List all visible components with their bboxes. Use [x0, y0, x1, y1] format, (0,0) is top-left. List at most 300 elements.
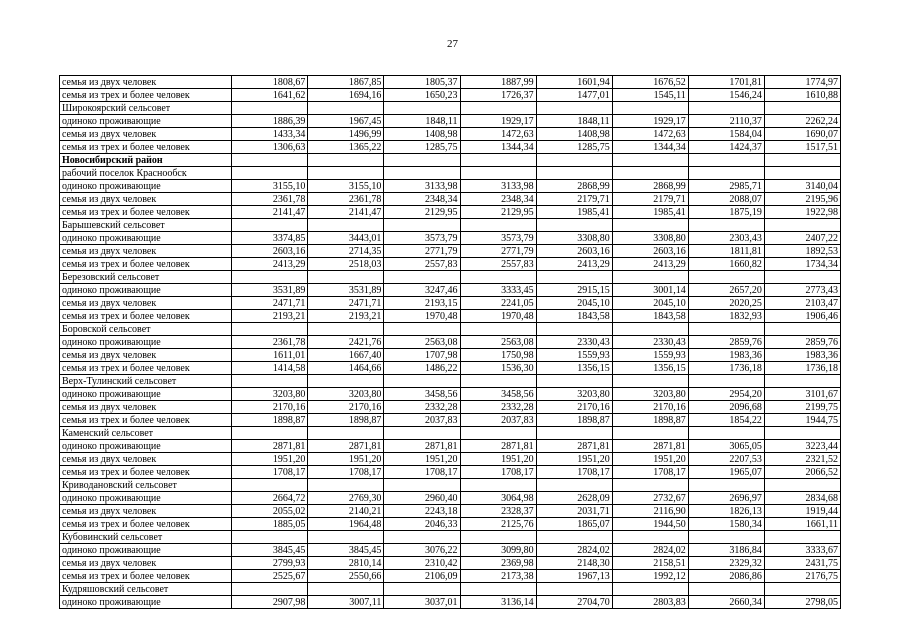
table-cell — [612, 531, 688, 544]
row-label: Новосибирский район — [60, 154, 232, 167]
row-label: Кудряшовский сельсовет — [60, 583, 232, 596]
table-row — [60, 583, 841, 596]
table-cell — [308, 323, 384, 336]
table-cell: 2110,37 — [688, 115, 764, 128]
table-cell: 2628,09 — [536, 492, 612, 505]
table-cell: 1708,17 — [308, 466, 384, 479]
table-cell: 1983,36 — [688, 349, 764, 362]
table-cell: 2348,34 — [384, 193, 460, 206]
table-cell — [384, 531, 460, 544]
table-cell: 2771,79 — [460, 245, 536, 258]
table-cell: 2704,70 — [536, 596, 612, 609]
table-cell: 2179,71 — [612, 193, 688, 206]
table-cell: 2810,14 — [308, 557, 384, 570]
table-cell: 3101,67 — [764, 388, 840, 401]
table-cell: 1967,45 — [308, 115, 384, 128]
table-cell: 3203,80 — [308, 388, 384, 401]
table-cell — [308, 271, 384, 284]
table-cell: 2868,99 — [612, 180, 688, 193]
table-cell: 1472,63 — [612, 128, 688, 141]
table-cell: 2170,16 — [612, 401, 688, 414]
table-cell: 2173,38 — [460, 570, 536, 583]
table-cell: 1464,66 — [308, 362, 384, 375]
table-cell: 1951,20 — [460, 453, 536, 466]
table-cell: 3203,80 — [536, 388, 612, 401]
table-cell: 2603,16 — [536, 245, 612, 258]
table-cell — [536, 102, 612, 115]
table-cell — [460, 154, 536, 167]
table-cell: 2193,15 — [384, 297, 460, 310]
table-cell: 3333,45 — [460, 284, 536, 297]
table-cell — [460, 531, 536, 544]
table-cell: 1965,07 — [688, 466, 764, 479]
table-cell: 2525,67 — [232, 570, 308, 583]
table-cell — [460, 323, 536, 336]
table-cell: 1951,20 — [232, 453, 308, 466]
table-cell: 2871,81 — [536, 440, 612, 453]
row-label: семья из двух человек — [60, 193, 232, 206]
table-row — [60, 245, 841, 258]
row-label: семья из двух человек — [60, 297, 232, 310]
row-label: Боровской сельсовет — [60, 323, 232, 336]
table-row — [60, 479, 841, 492]
table-cell: 2563,08 — [384, 336, 460, 349]
table-row — [60, 180, 841, 193]
table-cell: 3203,80 — [612, 388, 688, 401]
table-cell — [764, 167, 840, 180]
table-cell: 1951,20 — [536, 453, 612, 466]
table-cell: 1848,11 — [384, 115, 460, 128]
table-cell: 1892,53 — [764, 245, 840, 258]
table-cell: 2660,34 — [688, 596, 764, 609]
table-cell: 1951,20 — [384, 453, 460, 466]
table-cell — [536, 531, 612, 544]
table-cell — [688, 167, 764, 180]
table-cell: 1546,24 — [688, 89, 764, 102]
table-cell — [308, 219, 384, 232]
row-label: семья из трех и более человек — [60, 258, 232, 271]
table-cell: 1832,93 — [688, 310, 764, 323]
table-cell: 1610,88 — [764, 89, 840, 102]
data-table — [59, 75, 841, 609]
table-cell — [232, 102, 308, 115]
table-cell: 1559,93 — [612, 349, 688, 362]
table-row — [60, 232, 841, 245]
table-cell: 2125,76 — [460, 518, 536, 531]
row-label: одиноко проживающие — [60, 388, 232, 401]
table-row — [60, 349, 841, 362]
table-cell: 1414,58 — [232, 362, 308, 375]
table-cell: 1929,17 — [460, 115, 536, 128]
row-label: семья из трех и более человек — [60, 466, 232, 479]
table-cell: 1970,48 — [384, 310, 460, 323]
table-cell — [384, 271, 460, 284]
table-cell — [764, 323, 840, 336]
table-cell — [764, 102, 840, 115]
table-cell: 1285,75 — [536, 141, 612, 154]
table-cell: 1708,17 — [460, 466, 536, 479]
table-cell: 1992,12 — [612, 570, 688, 583]
table-cell: 2868,99 — [536, 180, 612, 193]
table-cell: 1667,40 — [308, 349, 384, 362]
table-cell — [688, 271, 764, 284]
table-cell — [308, 102, 384, 115]
table-row — [60, 557, 841, 570]
table-cell — [460, 167, 536, 180]
table-cell: 3458,56 — [460, 388, 536, 401]
table-cell: 1983,36 — [764, 349, 840, 362]
table-cell: 2361,78 — [308, 193, 384, 206]
table-cell: 1708,17 — [536, 466, 612, 479]
table-cell — [688, 479, 764, 492]
table-cell: 3065,05 — [688, 440, 764, 453]
table-cell: 2141,47 — [232, 206, 308, 219]
table-row — [60, 518, 841, 531]
row-label: Верх-Тулинский сельсовет — [60, 375, 232, 388]
row-label: Кубовинский сельсовет — [60, 531, 232, 544]
row-label: Широкоярский сельсовет — [60, 102, 232, 115]
table-cell: 3374,85 — [232, 232, 308, 245]
table-cell: 2088,07 — [688, 193, 764, 206]
table-cell: 2262,24 — [764, 115, 840, 128]
row-label: семья из двух человек — [60, 505, 232, 518]
table-cell: 1867,85 — [308, 76, 384, 89]
table-cell — [612, 102, 688, 115]
table-row — [60, 76, 841, 89]
table-cell: 1580,34 — [688, 518, 764, 531]
table-cell — [232, 479, 308, 492]
table-cell: 3076,22 — [384, 544, 460, 557]
table-cell — [308, 531, 384, 544]
table-cell: 2769,30 — [308, 492, 384, 505]
table-cell — [308, 154, 384, 167]
table-cell: 1611,01 — [232, 349, 308, 362]
table-cell — [232, 427, 308, 440]
table-row — [60, 570, 841, 583]
table-cell: 3140,04 — [764, 180, 840, 193]
table-cell — [536, 271, 612, 284]
table-cell — [536, 375, 612, 388]
table-cell: 2170,16 — [232, 401, 308, 414]
table-cell: 2195,96 — [764, 193, 840, 206]
table-cell — [232, 271, 308, 284]
row-label: семья из двух человек — [60, 128, 232, 141]
table-cell: 2321,52 — [764, 453, 840, 466]
table-cell — [688, 219, 764, 232]
table-row — [60, 414, 841, 427]
table-cell: 2193,21 — [232, 310, 308, 323]
table-cell — [612, 271, 688, 284]
table-row — [60, 115, 841, 128]
table-row — [60, 362, 841, 375]
table-cell: 3531,89 — [232, 284, 308, 297]
table-cell: 2413,29 — [612, 258, 688, 271]
table-cell — [384, 583, 460, 596]
table-body — [60, 76, 841, 609]
row-label: семья из двух человек — [60, 401, 232, 414]
table-cell: 1848,11 — [536, 115, 612, 128]
table-cell: 2241,05 — [460, 297, 536, 310]
table-cell — [232, 583, 308, 596]
table-cell: 1356,15 — [536, 362, 612, 375]
row-label: семья из трех и более человек — [60, 310, 232, 323]
table-cell — [612, 479, 688, 492]
table-cell: 2824,02 — [536, 544, 612, 557]
table-cell: 1865,07 — [536, 518, 612, 531]
row-label: семья из двух человек — [60, 245, 232, 258]
table-cell — [460, 102, 536, 115]
table-cell — [536, 427, 612, 440]
table-cell — [460, 375, 536, 388]
table-cell: 1898,87 — [536, 414, 612, 427]
table-cell: 2158,51 — [612, 557, 688, 570]
table-cell: 2798,05 — [764, 596, 840, 609]
table-cell: 1843,58 — [536, 310, 612, 323]
table-cell: 3133,98 — [384, 180, 460, 193]
table-cell — [612, 427, 688, 440]
table-cell: 1944,50 — [612, 518, 688, 531]
row-label: семья из трех и более человек — [60, 362, 232, 375]
table-cell: 2773,43 — [764, 284, 840, 297]
table-cell: 2148,30 — [536, 557, 612, 570]
row-label: одиноко проживающие — [60, 180, 232, 193]
table-cell — [384, 102, 460, 115]
row-label: семья из трех и более человек — [60, 206, 232, 219]
table-cell: 2518,03 — [308, 258, 384, 271]
row-label: одиноко проживающие — [60, 440, 232, 453]
table-cell: 2176,75 — [764, 570, 840, 583]
table-cell — [688, 427, 764, 440]
table-cell: 2096,68 — [688, 401, 764, 414]
table-cell: 2557,83 — [460, 258, 536, 271]
table-cell: 1736,18 — [764, 362, 840, 375]
table-cell: 1472,63 — [460, 128, 536, 141]
table-cell: 1922,98 — [764, 206, 840, 219]
row-label: одиноко проживающие — [60, 284, 232, 297]
table-row — [60, 440, 841, 453]
table-cell — [688, 583, 764, 596]
table-cell: 2103,47 — [764, 297, 840, 310]
table-cell: 1408,98 — [384, 128, 460, 141]
table-cell: 1477,01 — [536, 89, 612, 102]
table-cell: 3203,80 — [232, 388, 308, 401]
table-cell: 3155,10 — [308, 180, 384, 193]
table-cell: 2413,29 — [232, 258, 308, 271]
table-cell — [384, 167, 460, 180]
table-cell — [764, 219, 840, 232]
table-cell: 1885,05 — [232, 518, 308, 531]
table-cell — [612, 219, 688, 232]
table-cell: 2329,32 — [688, 557, 764, 570]
table-cell: 2603,16 — [612, 245, 688, 258]
table-cell: 1356,15 — [612, 362, 688, 375]
table-row — [60, 492, 841, 505]
table-cell: 3186,84 — [688, 544, 764, 557]
table-cell: 1694,16 — [308, 89, 384, 102]
table-cell: 1650,23 — [384, 89, 460, 102]
table-cell: 2037,83 — [460, 414, 536, 427]
table-cell: 1964,48 — [308, 518, 384, 531]
table-cell — [232, 219, 308, 232]
table-cell: 2771,79 — [384, 245, 460, 258]
table-row — [60, 154, 841, 167]
table-row — [60, 167, 841, 180]
table-cell — [384, 375, 460, 388]
table-cell — [308, 479, 384, 492]
row-label: семья из двух человек — [60, 453, 232, 466]
table-cell: 2140,21 — [308, 505, 384, 518]
table-cell: 1887,99 — [460, 76, 536, 89]
table-cell: 1285,75 — [384, 141, 460, 154]
table-row — [60, 297, 841, 310]
table-cell: 2960,40 — [384, 492, 460, 505]
row-label: семья из трех и более человек — [60, 414, 232, 427]
table-row — [60, 323, 841, 336]
table-cell — [764, 154, 840, 167]
table-row — [60, 336, 841, 349]
table-cell — [308, 167, 384, 180]
table-cell: 2170,16 — [536, 401, 612, 414]
table-cell — [232, 375, 308, 388]
table-cell: 2116,90 — [612, 505, 688, 518]
table-cell — [612, 167, 688, 180]
table-cell — [384, 479, 460, 492]
table-cell: 2471,71 — [308, 297, 384, 310]
row-label: одиноко проживающие — [60, 596, 232, 609]
table-cell: 2871,81 — [384, 440, 460, 453]
table-row — [60, 401, 841, 414]
table-cell: 2106,09 — [384, 570, 460, 583]
table-cell: 2657,20 — [688, 284, 764, 297]
table-cell: 2361,78 — [232, 193, 308, 206]
table-cell: 2859,76 — [764, 336, 840, 349]
table-cell: 1898,87 — [308, 414, 384, 427]
row-label: семья из трех и более человек — [60, 518, 232, 531]
table-cell: 2550,66 — [308, 570, 384, 583]
page-number: 27 — [447, 38, 458, 50]
table-cell: 3136,14 — [460, 596, 536, 609]
table-cell: 1584,04 — [688, 128, 764, 141]
table-cell: 3443,01 — [308, 232, 384, 245]
table-cell: 2407,22 — [764, 232, 840, 245]
table-cell: 2348,34 — [460, 193, 536, 206]
table-cell — [308, 375, 384, 388]
table-row — [60, 206, 841, 219]
table-cell: 2664,72 — [232, 492, 308, 505]
table-cell: 1906,46 — [764, 310, 840, 323]
table-row — [60, 141, 841, 154]
table-cell: 2915,15 — [536, 284, 612, 297]
table-cell: 1545,11 — [612, 89, 688, 102]
table-cell: 1967,13 — [536, 570, 612, 583]
table-cell: 3845,45 — [232, 544, 308, 557]
table-cell: 3458,56 — [384, 388, 460, 401]
table-cell — [764, 583, 840, 596]
table-cell — [764, 479, 840, 492]
table-cell: 1808,67 — [232, 76, 308, 89]
table-cell: 2954,20 — [688, 388, 764, 401]
table-cell: 2199,75 — [764, 401, 840, 414]
table-cell — [232, 167, 308, 180]
table-row — [60, 89, 841, 102]
table-cell: 2129,95 — [384, 206, 460, 219]
table-cell — [384, 427, 460, 440]
table-cell: 2037,83 — [384, 414, 460, 427]
table-cell: 2871,81 — [232, 440, 308, 453]
table-cell — [688, 531, 764, 544]
table-cell: 2799,93 — [232, 557, 308, 570]
table-cell: 2859,76 — [688, 336, 764, 349]
table-cell — [612, 583, 688, 596]
table-cell — [688, 154, 764, 167]
table-cell — [764, 271, 840, 284]
table-cell: 1951,20 — [612, 453, 688, 466]
table-cell: 3007,11 — [308, 596, 384, 609]
table-cell: 1970,48 — [460, 310, 536, 323]
table-cell: 2129,95 — [460, 206, 536, 219]
table-cell — [612, 375, 688, 388]
table-cell — [536, 219, 612, 232]
table-cell: 1559,93 — [536, 349, 612, 362]
table-row — [60, 453, 841, 466]
table-cell — [688, 323, 764, 336]
table-cell: 3037,01 — [384, 596, 460, 609]
table-cell: 1811,81 — [688, 245, 764, 258]
table-cell — [536, 583, 612, 596]
row-label: Каменский сельсовет — [60, 427, 232, 440]
table-cell — [536, 479, 612, 492]
table-cell: 1661,11 — [764, 518, 840, 531]
table-cell: 2563,08 — [460, 336, 536, 349]
table-cell: 2045,10 — [612, 297, 688, 310]
table-cell: 2330,43 — [612, 336, 688, 349]
table-cell: 1736,18 — [688, 362, 764, 375]
table-row — [60, 596, 841, 609]
table-cell: 2696,97 — [688, 492, 764, 505]
table-cell: 3155,10 — [232, 180, 308, 193]
table-cell: 2421,76 — [308, 336, 384, 349]
table-cell: 2871,81 — [308, 440, 384, 453]
table-cell: 2985,71 — [688, 180, 764, 193]
table-cell: 3099,80 — [460, 544, 536, 557]
table-cell: 2310,42 — [384, 557, 460, 570]
table-cell: 2907,98 — [232, 596, 308, 609]
table-cell: 1805,37 — [384, 76, 460, 89]
table-cell — [232, 154, 308, 167]
row-label: рабочий поселок Краснообск — [60, 167, 232, 180]
table-cell: 2141,47 — [308, 206, 384, 219]
table-cell: 1676,52 — [612, 76, 688, 89]
table-cell: 2170,16 — [308, 401, 384, 414]
table-cell: 2824,02 — [612, 544, 688, 557]
table-cell: 1886,39 — [232, 115, 308, 128]
table-cell: 2471,71 — [232, 297, 308, 310]
table-row — [60, 388, 841, 401]
row-label: семья из двух человек — [60, 349, 232, 362]
table-cell: 2020,25 — [688, 297, 764, 310]
table-cell — [764, 427, 840, 440]
table-cell — [460, 479, 536, 492]
table-cell: 1707,98 — [384, 349, 460, 362]
table-cell: 2361,78 — [232, 336, 308, 349]
table-cell: 1708,17 — [232, 466, 308, 479]
table-cell: 2603,16 — [232, 245, 308, 258]
table-cell: 2193,21 — [308, 310, 384, 323]
table-cell — [460, 583, 536, 596]
table-cell: 3133,98 — [460, 180, 536, 193]
table-row — [60, 531, 841, 544]
table-cell — [384, 154, 460, 167]
